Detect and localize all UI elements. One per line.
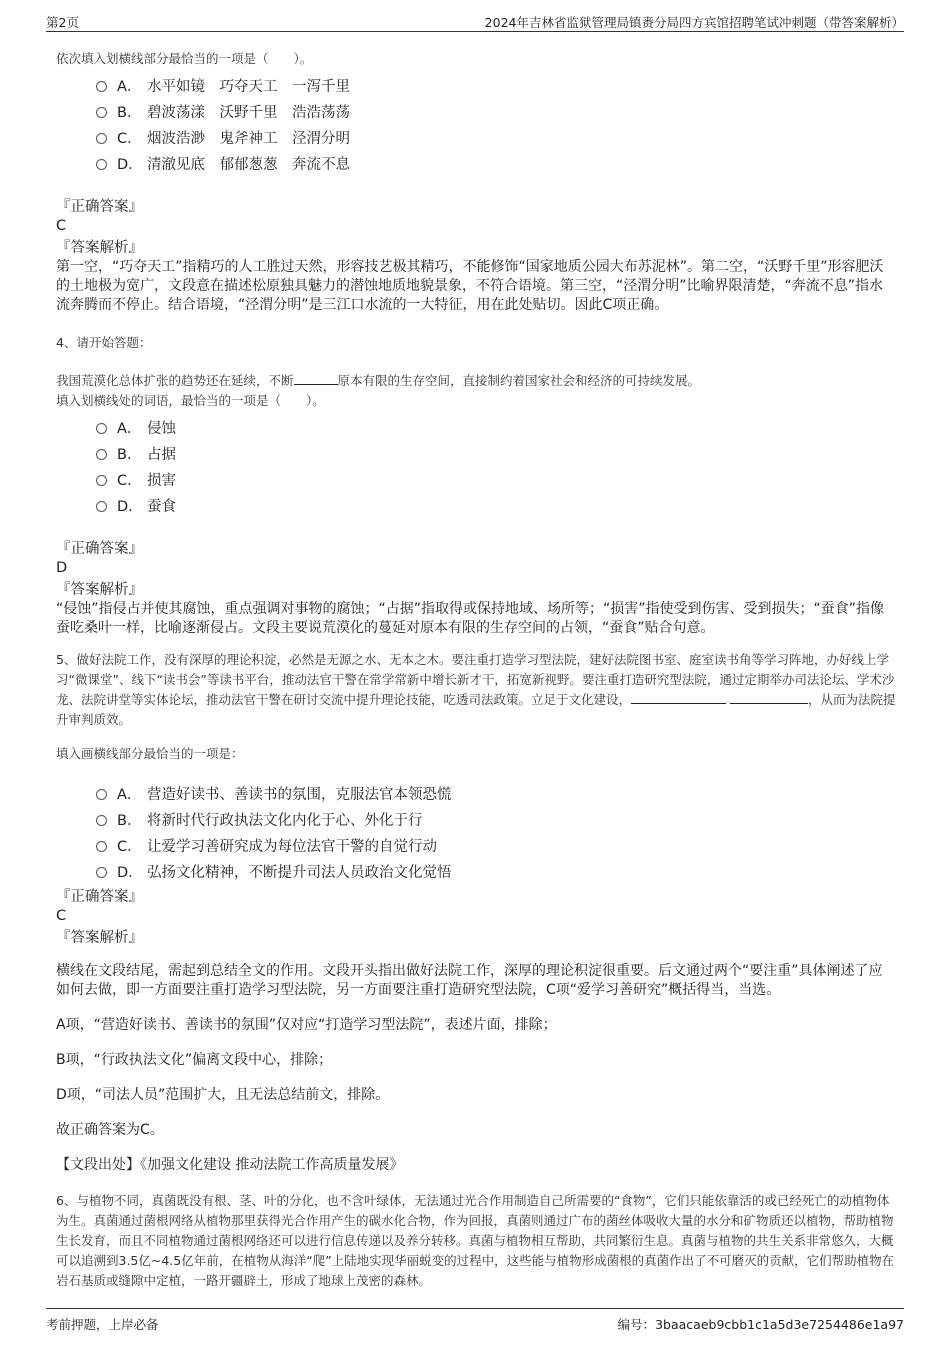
analysis-note-b: B项，“行政执法文化”偏离文段中心，排除； xyxy=(56,1052,333,1068)
analysis-conclusion: 故正确答案为C。 xyxy=(56,1122,164,1138)
blank-line xyxy=(294,384,338,385)
option-text: 占据 xyxy=(147,447,176,463)
option-text: 让爱学习善研究成为每位法官干警的自觉行动 xyxy=(147,839,437,855)
code-value: 3baacaeb9cbb1c1a5d3e7254486e1a97 xyxy=(655,1317,904,1332)
option-c[interactable] xyxy=(96,126,896,152)
radio-icon[interactable] xyxy=(96,449,107,460)
answer-value: C xyxy=(56,908,67,924)
question-number: 4、请开始答题： xyxy=(56,335,152,350)
option-text: 将新时代行政执法文化内化于心、外化于行 xyxy=(147,813,423,829)
option-text: 侵蚀 xyxy=(147,421,176,437)
answer-label: 『正确答案』 xyxy=(56,541,143,557)
document-content xyxy=(56,49,896,1291)
document-code xyxy=(618,1315,904,1333)
question-prompt: 填入划横线处的词语，最恰当的一项是（ ）。 xyxy=(56,393,325,408)
answer-label: 『正确答案』 xyxy=(56,199,143,215)
radio-icon[interactable] xyxy=(96,867,107,878)
code-label: 编号： xyxy=(617,1317,656,1332)
option-a[interactable] xyxy=(96,782,896,808)
question-4 xyxy=(56,333,896,638)
blank-line xyxy=(730,703,808,704)
question-6 xyxy=(56,1191,896,1291)
option-text: 碧波荡漾 沃野千里 浩浩荡荡 xyxy=(147,105,350,121)
option-b[interactable] xyxy=(96,442,896,468)
options-list xyxy=(96,74,896,178)
page-header xyxy=(46,11,904,32)
radio-icon[interactable] xyxy=(96,133,107,144)
radio-icon[interactable] xyxy=(96,81,107,92)
radio-icon[interactable] xyxy=(96,107,107,118)
stem-text: 原本有限的生存空间，直接制约着国家社会和经济的可持续发展。 xyxy=(337,373,701,388)
option-d[interactable] xyxy=(96,860,896,886)
stem-text: ，从而为法院提升审判质效。 xyxy=(56,692,896,727)
source-label: 【文段出处】 xyxy=(56,1157,140,1173)
answer-label: 『正确答案』 xyxy=(56,889,143,905)
blank-line xyxy=(631,703,726,704)
option-d[interactable] xyxy=(96,152,896,178)
analysis-note-d: D项，“司法人员”范围扩大，且无法总结前文，排除。 xyxy=(56,1087,390,1103)
radio-icon[interactable] xyxy=(96,789,107,800)
option-c[interactable] xyxy=(96,834,896,860)
option-letter: C． xyxy=(117,131,142,147)
question-stem xyxy=(56,650,896,730)
option-a[interactable] xyxy=(96,416,896,442)
radio-icon[interactable] xyxy=(96,501,107,512)
options-list xyxy=(96,416,896,520)
radio-icon[interactable] xyxy=(96,475,107,486)
source-line xyxy=(56,1156,896,1175)
footer-slogan: 考前押题，上岸必备 xyxy=(46,1317,159,1332)
option-text: 营造好读书、善读书的氛围，克服法官本领恐慌 xyxy=(147,787,452,803)
page-number: 第2页 xyxy=(46,15,79,30)
analysis-label: 『答案解析』 xyxy=(56,582,143,598)
option-d[interactable] xyxy=(96,494,896,520)
answer-value: D xyxy=(56,560,68,576)
analysis-note-a: A项，“营造好读书、善读书的氛围”仅对应“打造学习型法院”，表述片面，排除； xyxy=(56,1017,557,1033)
option-letter: B． xyxy=(117,813,142,829)
option-text: 水平如镜 巧夺天工 一泻千里 xyxy=(147,79,350,95)
analysis-text: “侵蚀”指侵占并使其腐蚀，重点强调对事物的腐蚀；“占据”指取得或保持地域、场所等；“损害”指使受到伤害、受到损失；“蚕食”指像蚕吃桑叶一样，比喻逐渐侵占。文段主要说荒漠化的蔓延对原本有限的生存空间的占领，“蚕食”贴合句意。 xyxy=(56,601,885,636)
option-letter: A． xyxy=(117,421,142,437)
radio-icon[interactable] xyxy=(96,841,107,852)
document-title: 2024年吉林省监狱管理局镇赉分局四方宾馆招聘笔试冲刺题（带答案解析） xyxy=(484,15,904,30)
stem-text: 5、做好法院工作，没有深厚的理论积淀，必然是无源之水、无本之木。要注重打造学习型法院，建好法院图书室、庭室读书角等学习阵地，办好线上学习“微课堂”、线下“读书会”等读书平台，推动法官干警在常学常新中增长新才干，拓宽新视野。要注重打造研究型法院，通过定期举办司法论坛、学术沙龙、法院讲堂等实体论坛，推动法官干警在研讨交流中提升理论技能，吃透司法政策。立足于文化建设， xyxy=(56,652,895,707)
radio-icon[interactable] xyxy=(96,159,107,170)
option-letter: A． xyxy=(117,787,142,803)
option-a[interactable] xyxy=(96,74,896,100)
question-prompt: 填入画横线部分最恰当的一项是： xyxy=(56,746,244,761)
option-b[interactable] xyxy=(96,100,896,126)
option-text: 烟波浩渺 鬼斧神工 泾渭分明 xyxy=(147,131,350,147)
option-text: 清澈见底 郁郁葱葱 奔流不息 xyxy=(147,157,350,173)
question-stem: 6、与植物不同，真菌既没有根、茎、叶的分化，也不含叶绿体，无法通过光合作用制造自己所需要的“食物”，它们只能依靠活的或已经死亡的动植物体为生。真菌通过菌根网络从植物那里获得光合作用产生的碳水化合物，作为回报，真菌则通过广布的菌丝体吸收大量的水分和矿物质还以植物，帮助植物生长发育，而且不同植物通过菌根网络还可以进行信息传递以及养分转移。真菌与植物相互帮助，共同繁衍生息。真菌与植物的共生关系非常悠久，大概可以追溯到3.5亿~4.5亿年前，在植物从海洋“爬”上陆地实现华丽蜕变的过程中，这些能与植物形成菌根的真菌作出了不可磨灭的贡献，它们帮助植物在岩石基质或缝隙中定植，一路开疆辟土，形成了地球上茂密的森林。 xyxy=(56,1193,895,1288)
option-letter: A． xyxy=(117,79,142,95)
radio-icon[interactable] xyxy=(96,815,107,826)
stem-text: 我国荒漠化总体扩张的趋势还在延续，不断 xyxy=(56,373,294,388)
radio-icon[interactable] xyxy=(96,423,107,434)
option-b[interactable] xyxy=(96,808,896,834)
question-3 xyxy=(56,49,896,315)
option-letter: B． xyxy=(117,105,142,121)
option-letter: D． xyxy=(117,865,143,881)
option-letter: D． xyxy=(117,499,143,515)
option-text: 弘扬文化精神，不断提升司法人员政治文化觉悟 xyxy=(147,865,452,881)
answer-value: C xyxy=(56,218,67,234)
option-text: 损害 xyxy=(147,473,176,489)
page-footer xyxy=(46,1308,904,1333)
options-list xyxy=(96,782,896,886)
analysis-label: 『答案解析』 xyxy=(56,930,143,946)
option-letter: C． xyxy=(117,473,142,489)
question-prompt: 依次填入划横线部分最恰当的一项是（ ）。 xyxy=(56,51,313,66)
option-letter: D． xyxy=(117,157,143,173)
option-c[interactable] xyxy=(96,468,896,494)
question-5 xyxy=(56,650,896,1175)
analysis-text: 横线在文段结尾，需起到总结全文的作用。文段开头指出做好法院工作，深厚的理论积淀很重要。后文通过两个“要注重”具体阐述了应如何去做，即一方面要注重打造学习型法院，另一方面要注重打造研究型法院，C项“爱学习善研究”概括得当，当选。 xyxy=(56,963,883,998)
source-title: 《加强文化建设 推动法院工作高质量发展》 xyxy=(140,1157,404,1173)
option-text: 蚕食 xyxy=(147,499,176,515)
analysis-text: 第一空，“巧夺天工”指精巧的人工胜过天然，形容技艺极其精巧，不能修饰“国家地质公园大布苏泥林”。第二空，“沃野千里”形容肥沃的土地极为宽广，文段意在描述松原独具魅力的潜蚀地质地貌景象，不符合语境。第三空，“泾渭分明”比喻界限清楚，“奔流不息”指水流奔腾而不停止。结合语境，“泾渭分明”是三江口水流的一大特征，用在此处贴切。因此C项正确。 xyxy=(56,259,884,313)
analysis-label: 『答案解析』 xyxy=(56,240,143,256)
question-stem xyxy=(56,371,896,391)
option-letter: C． xyxy=(117,839,142,855)
option-letter: B． xyxy=(117,447,142,463)
